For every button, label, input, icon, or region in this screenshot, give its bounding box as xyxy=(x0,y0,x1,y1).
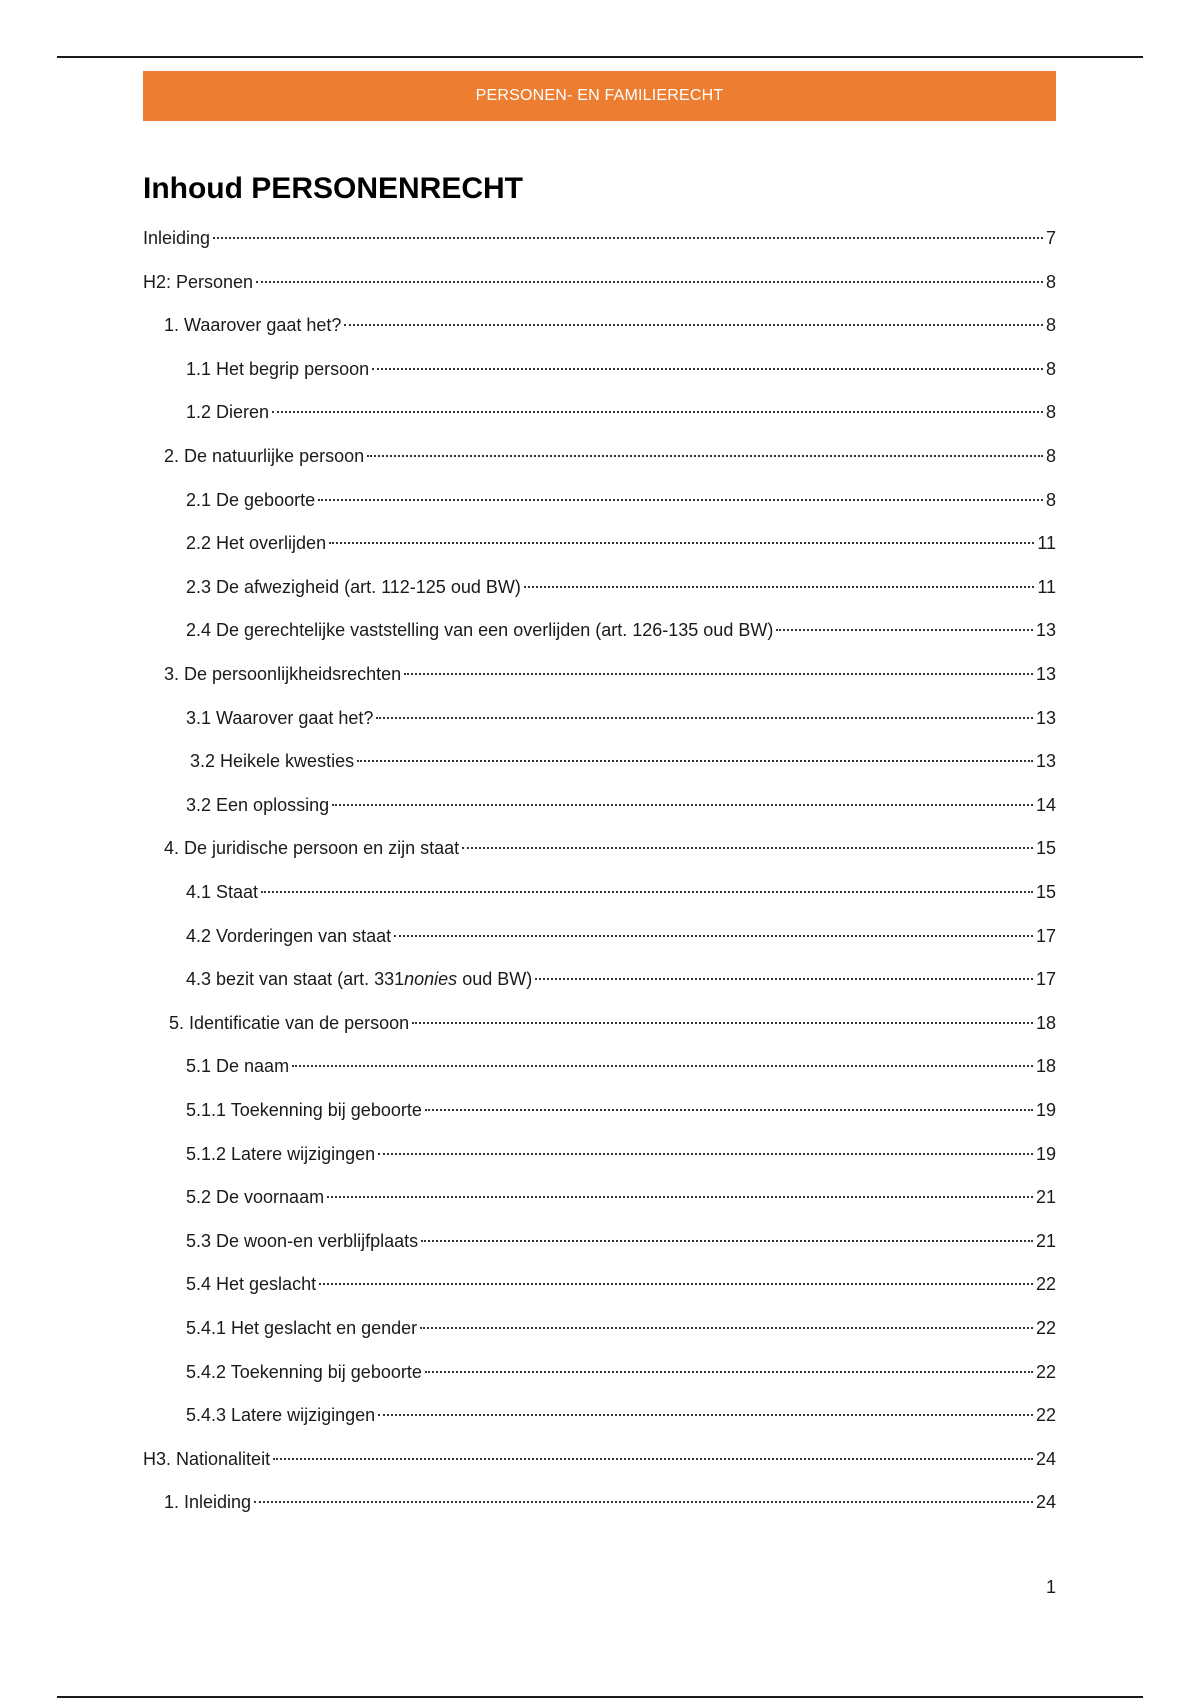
toc-entry-label: 5. Identificatie van de persoon xyxy=(169,1013,410,1033)
dot-leader xyxy=(776,629,1033,631)
dot-leader xyxy=(292,1065,1033,1067)
dot-leader xyxy=(425,1371,1033,1373)
toc-entry-2-2[interactable] xyxy=(143,530,1056,556)
toc-entry-5-1[interactable] xyxy=(143,1053,1056,1079)
toc-entry-h3-nationaliteit[interactable] xyxy=(143,1446,1056,1472)
dot-leader xyxy=(462,847,1033,849)
toc-entry-label xyxy=(186,966,532,992)
dot-leader xyxy=(273,1458,1033,1460)
bottom-rule xyxy=(57,1696,1143,1698)
toc-entry-5[interactable] xyxy=(143,1010,1056,1036)
dot-leader xyxy=(535,978,1033,980)
toc-entry-label: 3.1 Waarover gaat het? xyxy=(186,708,374,728)
toc-entry-5-3[interactable] xyxy=(143,1228,1056,1254)
toc-entry-5-2[interactable] xyxy=(143,1184,1056,1210)
toc-entry-label-italic: nonies xyxy=(404,969,458,989)
toc-entry-page: 22 xyxy=(1035,1274,1056,1294)
toc-entry-1-2[interactable] xyxy=(143,399,1056,425)
toc-entry-page: 14 xyxy=(1035,795,1056,815)
toc-entry-label: 1. Waarover gaat het? xyxy=(164,315,342,335)
toc-entry-label: 5.3 De woon-en verblijfplaats xyxy=(186,1231,419,1251)
dot-leader xyxy=(394,935,1033,937)
toc-entry-2-1[interactable] xyxy=(143,487,1056,513)
dot-leader xyxy=(213,237,1043,239)
toc-entry-page: 11 xyxy=(1037,533,1056,553)
dot-leader xyxy=(404,673,1033,675)
dot-leader xyxy=(329,542,1034,544)
toc-entry-label: 2. De natuurlijke persoon xyxy=(164,446,365,466)
dot-leader xyxy=(254,1501,1033,1503)
toc-entry-label: Inleiding xyxy=(143,228,211,248)
toc-entry-page: 8 xyxy=(1045,359,1056,379)
toc-entry-3-2-oplossing[interactable] xyxy=(143,792,1056,818)
toc-entry-4-3[interactable] xyxy=(143,966,1056,992)
toc-entry-5-1-1[interactable] xyxy=(143,1097,1056,1123)
dot-leader xyxy=(367,455,1043,457)
toc-entry-4-2[interactable] xyxy=(143,923,1056,949)
toc-entry-label-suffix: oud BW) xyxy=(457,969,533,989)
toc-entry-page: 24 xyxy=(1035,1492,1056,1512)
dot-leader xyxy=(420,1327,1033,1329)
toc-entry-page: 18 xyxy=(1035,1056,1056,1076)
toc-entry-page: 21 xyxy=(1035,1231,1056,1251)
toc-entry-label: 1.1 Het begrip persoon xyxy=(186,359,370,379)
toc-entry-2-3[interactable] xyxy=(143,574,1056,600)
toc-entry-5-1-2[interactable] xyxy=(143,1141,1056,1167)
toc-title: Inhoud PERSONENRECHT xyxy=(143,172,523,205)
toc-entry-page: 13 xyxy=(1035,751,1056,771)
toc-entry-page: 11 xyxy=(1037,577,1056,597)
toc-entry-5-4-2[interactable] xyxy=(143,1359,1056,1385)
toc-entry-label-prefix: 4.3 bezit van staat (art. 331 xyxy=(186,969,405,989)
toc-entry-label: 3.2 Een oplossing xyxy=(186,795,330,815)
toc-entry-label: 5.1.2 Latere wijzigingen xyxy=(186,1144,376,1164)
toc-entry-page: 8 xyxy=(1045,272,1056,292)
header-band-text: PERSONEN- EN FAMILIERECHT xyxy=(475,87,724,104)
dot-leader xyxy=(412,1022,1033,1024)
toc-entry-label: 4.2 Vorderingen van staat xyxy=(186,926,392,946)
toc-entry-label: 5.4.1 Het geslacht en gender xyxy=(186,1318,418,1338)
header-band xyxy=(143,71,1056,121)
toc-entry-label: 2.4 De gerechtelijke vaststelling van een overlijden (art. 126-135 oud BW) xyxy=(186,620,774,640)
toc-entry-page: 24 xyxy=(1035,1449,1056,1469)
dot-leader xyxy=(372,368,1043,370)
dot-leader xyxy=(425,1109,1033,1111)
toc-entry-page: 21 xyxy=(1035,1187,1056,1207)
toc-entry-label: 2.3 De afwezigheid (art. 112-125 oud BW) xyxy=(186,577,521,597)
dot-leader xyxy=(318,499,1043,501)
toc-entry-page: 8 xyxy=(1045,446,1056,466)
dot-leader xyxy=(378,1153,1033,1155)
dot-leader xyxy=(319,1283,1033,1285)
toc-entry-inleiding[interactable] xyxy=(143,225,1056,251)
toc-entry-label: H3. Nationaliteit xyxy=(143,1449,271,1469)
toc-entry-h2-personen[interactable] xyxy=(143,269,1056,295)
toc-entry-page: 8 xyxy=(1045,402,1056,422)
toc-entry-page: 15 xyxy=(1035,838,1056,858)
toc-entry-page: 22 xyxy=(1035,1362,1056,1382)
dot-leader xyxy=(327,1196,1033,1198)
toc-entry-4-1[interactable] xyxy=(143,879,1056,905)
toc-entry-page: 13 xyxy=(1035,620,1056,640)
dot-leader xyxy=(344,324,1043,326)
toc-entry-5-4-1[interactable] xyxy=(143,1315,1056,1341)
toc-entry-label: 4. De juridische persoon en zijn staat xyxy=(164,838,460,858)
toc-entry-label: 2.1 De geboorte xyxy=(186,490,316,510)
toc-entry-1-1[interactable] xyxy=(143,356,1056,382)
toc-entry-5-4-3[interactable] xyxy=(143,1402,1056,1428)
dot-leader xyxy=(376,717,1033,719)
toc-entry-label: 5.4 Het geslacht xyxy=(186,1274,317,1294)
toc-entry-page: 19 xyxy=(1035,1144,1056,1164)
dot-leader xyxy=(256,281,1043,283)
toc-entry-label: 3. De persoonlijkheidsrechten xyxy=(164,664,402,684)
toc-entry-2[interactable] xyxy=(143,443,1056,469)
dot-leader xyxy=(272,411,1043,413)
toc-entry-2-4[interactable] xyxy=(143,617,1056,643)
toc-entry-4[interactable] xyxy=(143,835,1056,861)
toc-entry-label: 5.2 De voornaam xyxy=(186,1187,325,1207)
toc-entry-label: 4.1 Staat xyxy=(186,882,259,902)
toc-entry-page: 15 xyxy=(1035,882,1056,902)
toc-entry-page: 7 xyxy=(1045,228,1056,248)
toc-entry-h3-1[interactable] xyxy=(143,1489,1056,1515)
toc-entry-label: 5.4.3 Latere wijzigingen xyxy=(186,1405,376,1425)
toc-entry-page: 19 xyxy=(1035,1100,1056,1120)
toc-entry-label: 1.2 Dieren xyxy=(186,402,270,422)
page-number: 1 xyxy=(1045,1577,1056,1597)
dot-leader xyxy=(261,891,1033,893)
toc-entry-5-4[interactable] xyxy=(143,1271,1056,1297)
toc-entry-page: 18 xyxy=(1035,1013,1056,1033)
toc-entry-3[interactable] xyxy=(143,661,1056,687)
toc-entry-label: 3.2 Heikele kwesties xyxy=(190,751,355,771)
toc-entry-3-2-heikele[interactable] xyxy=(143,748,1056,774)
dot-leader xyxy=(332,804,1033,806)
toc-entry-page: 17 xyxy=(1035,926,1056,946)
dot-leader xyxy=(524,586,1034,588)
dot-leader xyxy=(378,1414,1033,1416)
toc-entry-label: 1. Inleiding xyxy=(164,1492,252,1512)
toc-entry-label: 5.1.1 Toekenning bij geboorte xyxy=(186,1100,422,1120)
toc-entry-label: 5.1 De naam xyxy=(186,1056,290,1076)
dot-leader xyxy=(357,760,1033,762)
dot-leader xyxy=(421,1240,1033,1242)
toc-entry-page: 22 xyxy=(1035,1405,1056,1425)
toc-entry-1[interactable] xyxy=(143,312,1056,338)
toc-entry-label: H2: Personen xyxy=(143,272,254,292)
toc-entry-3-1[interactable] xyxy=(143,705,1056,731)
toc-entry-page: 22 xyxy=(1035,1318,1056,1338)
toc-entry-page: 8 xyxy=(1045,490,1056,510)
toc-entry-label: 5.4.2 Toekenning bij geboorte xyxy=(186,1362,422,1382)
toc-entry-page: 8 xyxy=(1045,315,1056,335)
toc-entry-page: 17 xyxy=(1035,969,1056,989)
toc-entry-page: 13 xyxy=(1035,664,1056,684)
toc-entry-label: 2.2 Het overlijden xyxy=(186,533,327,553)
top-rule xyxy=(57,56,1143,58)
toc-entry-page: 13 xyxy=(1035,708,1056,728)
